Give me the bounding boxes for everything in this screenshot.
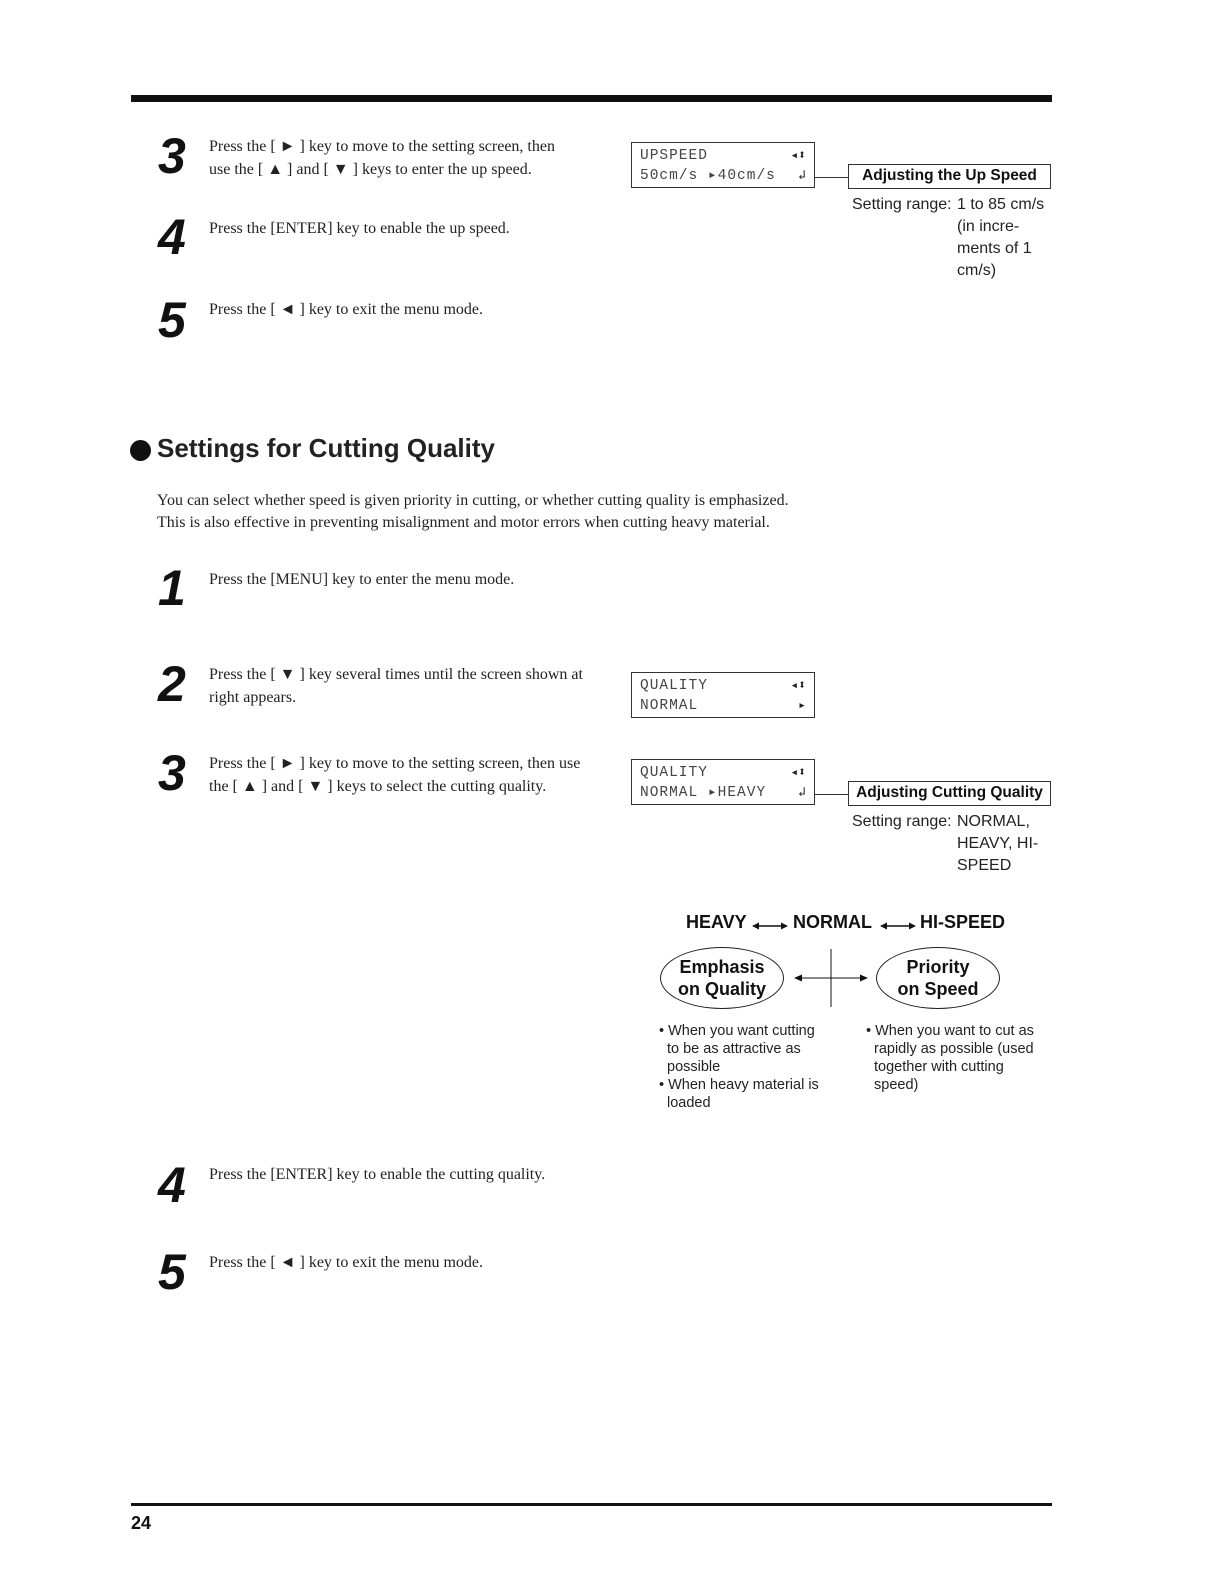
double-arrow-icon <box>752 923 788 930</box>
quality-setting-lcd-display <box>631 759 815 805</box>
quality-callout-title: Adjusting Cutting Quality <box>848 781 1051 806</box>
step-text: Press the [ ► ] key to move to the setting screen, then use the [ ▲ ] and [ ▼ ] keys to select the cutting quality. <box>209 755 581 795</box>
range-line: HEAVY, HI- <box>957 835 1039 852</box>
ellipse-line: on Quality <box>677 979 766 999</box>
center-cross-arrow-icon <box>790 945 872 1011</box>
lcd-line-1: QUALITY <box>640 765 708 781</box>
diagram-heavy-label: HEAVY <box>686 912 747 932</box>
range-line: ments of 1 <box>957 240 1032 257</box>
diagram-hispeed-label: HI-SPEED <box>920 912 1006 932</box>
enter-icon: ↲ <box>798 785 806 800</box>
step-number: 3 <box>158 128 186 184</box>
setting-range-values <box>957 194 1053 282</box>
setting-range-label: Setting range: <box>852 196 952 213</box>
setting-range-values <box>957 811 1053 877</box>
left-updown-arrows-icon: ◂⬍ <box>790 765 806 780</box>
double-arrow-icon <box>880 923 916 930</box>
speed-notes <box>866 1022 1036 1094</box>
top-rule <box>131 95 1052 102</box>
step-number: 5 <box>158 1244 186 1300</box>
note-item: • When heavy material is loaded <box>659 1077 819 1111</box>
step-number: 2 <box>158 656 186 712</box>
range-line: 1 to 85 cm/s <box>957 196 1045 213</box>
priority-on-speed-ellipse <box>876 947 1000 1009</box>
lcd-line-2: NORMAL ▸HEAVY <box>640 785 767 801</box>
quality-notes <box>659 1022 824 1112</box>
ellipse-line: on Speed <box>897 979 979 999</box>
diagram-double-arrows <box>740 915 930 935</box>
upspeed-callout-title: Adjusting the Up Speed <box>848 164 1051 189</box>
range-line: NORMAL, <box>957 813 1030 830</box>
step-number: 5 <box>158 292 186 348</box>
intro-line: This is also effective in preventing misalignment and motor errors when cutting heavy material. <box>157 514 770 531</box>
step-number: 4 <box>158 1157 186 1213</box>
lcd-line-2: 50cm/s ▸40cm/s <box>640 168 776 184</box>
range-line: cm/s) <box>957 262 997 279</box>
step-text: Press the [ ▼ ] key several times until the screen shown at right appears. <box>209 666 583 706</box>
lcd-line-1: QUALITY <box>640 678 708 694</box>
right-arrow-icon: ▸ <box>798 698 806 713</box>
ellipse-line: Emphasis <box>679 957 765 977</box>
callout-connector <box>815 177 848 178</box>
note-item: • When you want to cut as rapidly as possible (used together with cutting speed) <box>866 1023 1034 1093</box>
step-text: Press the [MENU] key to enter the menu mode. <box>209 571 515 588</box>
left-updown-arrows-icon: ◂⬍ <box>790 678 806 693</box>
setting-range-label: Setting range: <box>852 813 952 830</box>
callout-connector <box>815 794 848 795</box>
step-text: Press the [ ◄ ] key to exit the menu mode. <box>209 1254 483 1271</box>
section-title: Settings for Cutting Quality <box>157 433 495 463</box>
left-updown-arrows-icon: ◂⬍ <box>790 148 806 163</box>
step-text: Press the [ENTER] key to enable the cutting quality. <box>209 1166 546 1183</box>
step-text: Press the [ ◄ ] key to exit the menu mode. <box>209 301 483 318</box>
range-line: SPEED <box>957 857 1012 874</box>
step-text: Press the [ENTER] key to enable the up speed. <box>209 220 510 237</box>
ellipse-line: Priority <box>906 957 970 977</box>
step-number: 4 <box>158 209 186 265</box>
lcd-line-1: UPSPEED <box>640 148 708 164</box>
step-number: 3 <box>158 745 186 801</box>
range-line: (in incre- <box>957 218 1020 235</box>
emphasis-on-quality-ellipse <box>660 947 784 1009</box>
step-number: 1 <box>158 560 186 616</box>
section-bullet-icon <box>130 440 151 461</box>
intro-line: You can select whether speed is given priority in cutting, or whether cutting quality is emphasized. <box>157 492 789 509</box>
lcd-line-2: NORMAL <box>640 698 699 714</box>
enter-icon: ↲ <box>798 168 806 183</box>
quality-lcd-display <box>631 672 815 718</box>
note-item: • When you want cutting to be as attractive as possible <box>659 1023 815 1075</box>
upspeed-lcd-display <box>631 142 815 188</box>
step-text: Press the [ ► ] key to move to the setting screen, then use the [ ▲ ] and [ ▼ ] keys to enter the up speed. <box>209 138 555 178</box>
diagram-normal-label: NORMAL <box>793 912 872 932</box>
page-number: 24 <box>131 1513 152 1533</box>
bottom-rule <box>131 1503 1052 1506</box>
